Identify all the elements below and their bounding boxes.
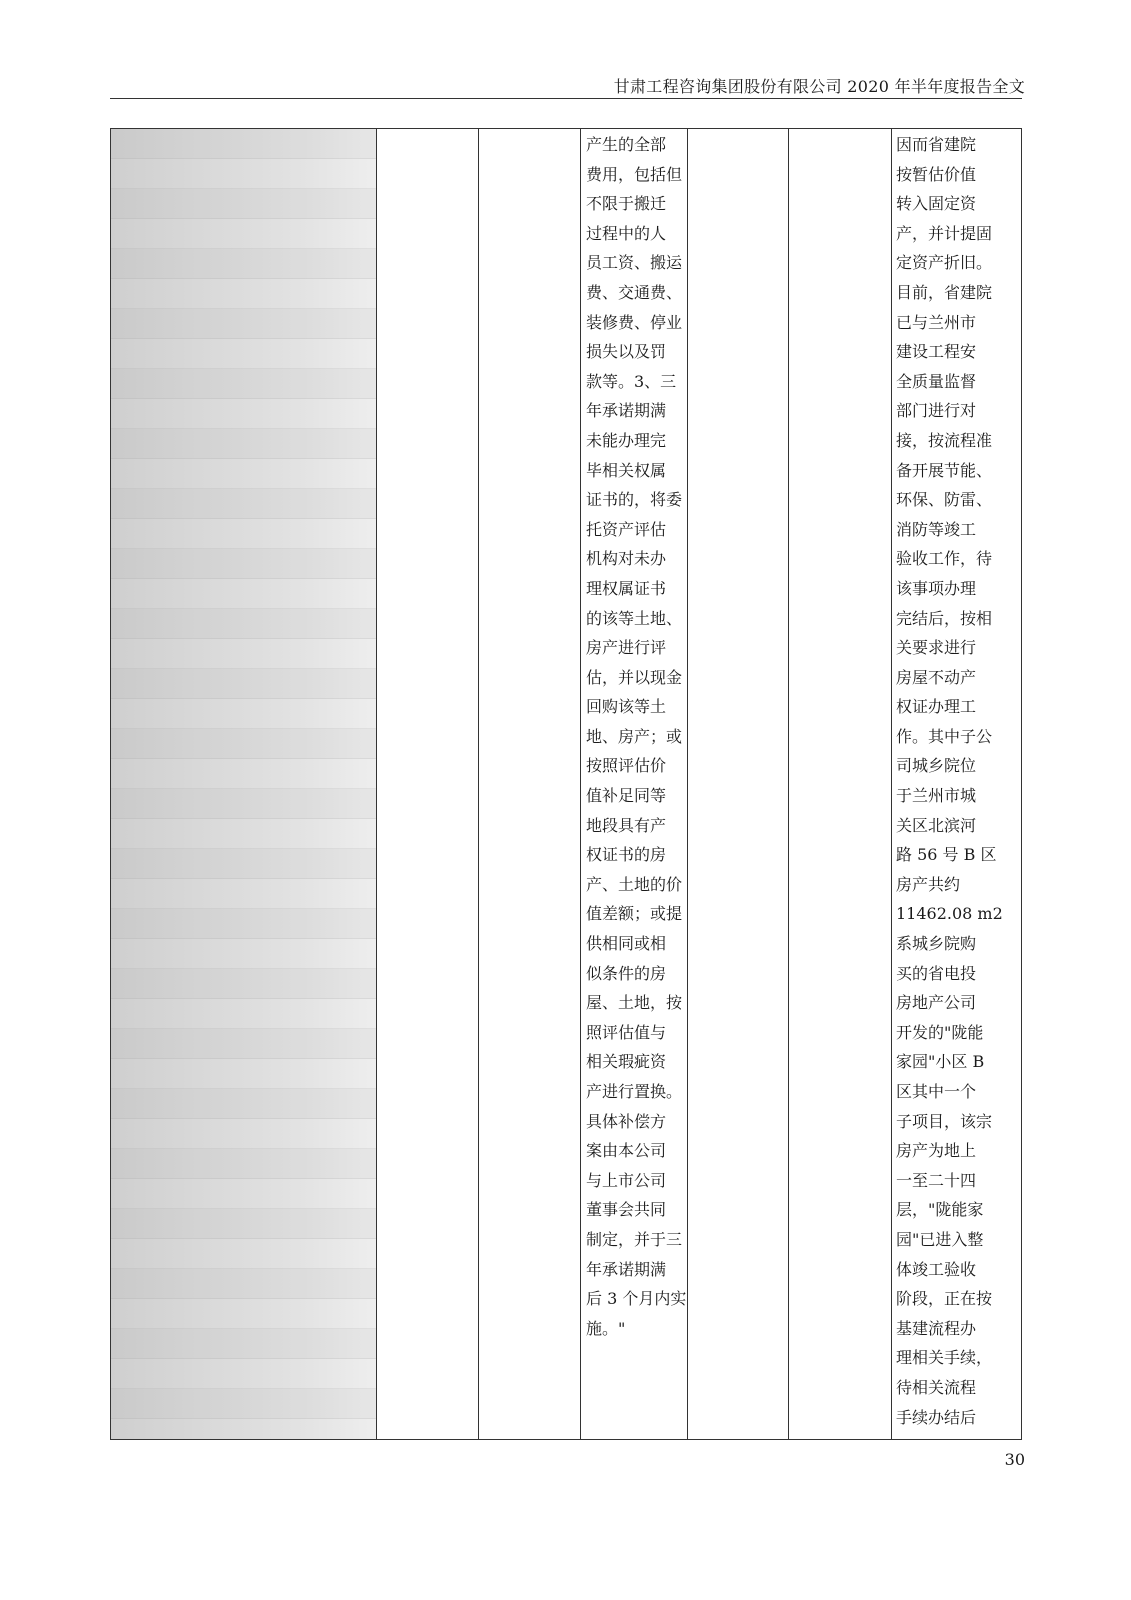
text-line: 家园"小区 B — [896, 1052, 985, 1072]
text-line: 园"已进入整 — [896, 1229, 984, 1249]
text-line: 待相关流程 — [896, 1377, 977, 1397]
column-divider — [891, 128, 892, 1440]
fulfillment-status-cell — [896, 130, 1003, 1432]
text-line: 部门进行对 — [896, 401, 977, 421]
text-line: 层，"陇能家 — [896, 1200, 984, 1220]
text-line: 全质量监督 — [896, 371, 977, 391]
text-line: 作。其中子公 — [896, 726, 993, 746]
text-line: 子项目，该宗 — [896, 1111, 993, 1131]
column-divider — [687, 128, 688, 1440]
text-line: 似条件的房 — [586, 963, 667, 983]
text-line: 按暂估价值 — [896, 164, 977, 184]
text-line: 供相同或相 — [586, 934, 667, 954]
report-header-title: 甘肃工程咨询集团股份有限公司 2020 年半年度报告全文 — [613, 77, 1025, 96]
text-line: 11462.08 m2 — [896, 904, 1003, 924]
text-line: 系城乡院购 — [896, 934, 977, 954]
text-line: 回购该等土 — [586, 697, 667, 717]
text-line: 房地产公司 — [896, 993, 977, 1013]
text-line: 屋、土地，按 — [586, 993, 683, 1013]
text-line: 施。" — [586, 1318, 626, 1338]
text-line: 产生的全部 — [586, 135, 667, 154]
text-line: 手续办结后 — [896, 1407, 977, 1427]
text-line: 定资产折旧。 — [896, 253, 993, 273]
page-number: 30 — [1004, 1450, 1025, 1469]
text-line: 消防等竣工 — [896, 519, 977, 539]
text-line: 权证书的房 — [586, 845, 667, 865]
text-line: 目前，省建院 — [896, 282, 993, 302]
text-line: 年承诺期满 — [586, 1259, 667, 1279]
text-line: 于兰州市城 — [896, 786, 977, 806]
text-line: 路 56 号 B 区 — [896, 845, 997, 865]
text-line: 备开展节能、 — [896, 460, 993, 480]
text-line: 阶段，正在按 — [896, 1289, 993, 1309]
text-line: 建设工程安 — [896, 342, 977, 362]
text-line: 房屋不动产 — [896, 667, 977, 687]
text-line: 损失以及罚 — [586, 342, 667, 362]
text-line: 房产共约 — [896, 874, 961, 894]
text-line: 照评估值与 — [586, 1022, 667, 1042]
text-line: 关要求进行 — [896, 638, 977, 658]
text-line: 产、土地的价 — [586, 874, 683, 894]
text-line: 董事会共同 — [586, 1200, 667, 1220]
text-line: 地段具有产 — [586, 815, 667, 835]
text-line: 产进行置换。 — [586, 1082, 683, 1101]
text-line: 区其中一个 — [896, 1082, 977, 1101]
text-line: 机构对未办 — [586, 549, 667, 569]
column-divider — [376, 128, 377, 1440]
text-line: 费用，包括但 — [586, 164, 683, 184]
commitment-table — [110, 128, 1022, 1440]
column-divider — [580, 128, 581, 1440]
text-line: 一至二十四 — [896, 1170, 977, 1190]
text-line: 值补足同等 — [586, 786, 667, 806]
text-line: 转入固定资 — [896, 194, 977, 214]
text-line: 相关瑕疵资 — [586, 1052, 667, 1072]
text-line: 制定，并于三 — [586, 1229, 683, 1249]
text-line: 托资产评估 — [586, 519, 667, 539]
text-line: 证书的，将委 — [586, 490, 683, 510]
text-line: 因而省建院 — [896, 135, 977, 154]
text-line: 员工资、搬运 — [586, 253, 683, 273]
text-line: 未能办理完 — [586, 430, 667, 450]
text-line: 装修费、停业 — [586, 312, 683, 332]
text-line: 买的省电投 — [896, 963, 977, 983]
text-line: 的该等土地、 — [586, 608, 683, 628]
text-line: 估，并以现金 — [586, 667, 683, 687]
text-line: 后 3 个月内实 — [586, 1289, 687, 1309]
text-line: 过程中的人 — [586, 223, 667, 243]
text-line: 理相关手续， — [896, 1348, 993, 1368]
text-line: 权证办理工 — [896, 697, 977, 717]
text-line: 款等。3、三 — [586, 371, 677, 391]
text-line: 按照评估价 — [586, 756, 667, 776]
text-line: 值差额；或提 — [586, 904, 683, 924]
text-line: 费、交通费、 — [586, 282, 683, 302]
text-line: 案由本公司 — [586, 1141, 667, 1161]
text-line: 毕相关权属 — [586, 460, 667, 480]
text-line: 完结后，按相 — [896, 608, 993, 628]
text-line: 司城乡院位 — [896, 756, 977, 776]
header-divider — [110, 98, 1022, 99]
text-line: 关区北滨河 — [896, 815, 977, 835]
text-line: 已与兰州市 — [896, 312, 977, 332]
text-line: 与上市公司 — [586, 1170, 667, 1190]
text-line: 地、房产；或 — [586, 726, 683, 746]
text-line: 具体补偿方 — [586, 1111, 667, 1131]
column-divider — [478, 128, 479, 1440]
text-line: 基建流程办 — [896, 1318, 977, 1338]
text-line: 验收工作，待 — [896, 549, 993, 569]
text-line: 房产为地上 — [896, 1141, 977, 1161]
commitment-content-cell — [586, 130, 686, 1343]
text-line: 房产进行评 — [586, 638, 667, 658]
text-line: 该事项办理 — [896, 578, 977, 598]
text-line: 体竣工验收 — [896, 1259, 977, 1279]
text-line: 接，按流程准 — [896, 430, 993, 450]
column-divider — [788, 128, 789, 1440]
text-line: 年承诺期满 — [586, 401, 667, 421]
text-line: 产，并计提固 — [896, 223, 993, 243]
text-line: 理权属证书 — [586, 578, 667, 598]
text-line: 开发的"陇能 — [896, 1022, 984, 1042]
text-line: 不限于搬迁 — [586, 194, 667, 214]
text-line: 环保、防雷、 — [896, 490, 993, 510]
